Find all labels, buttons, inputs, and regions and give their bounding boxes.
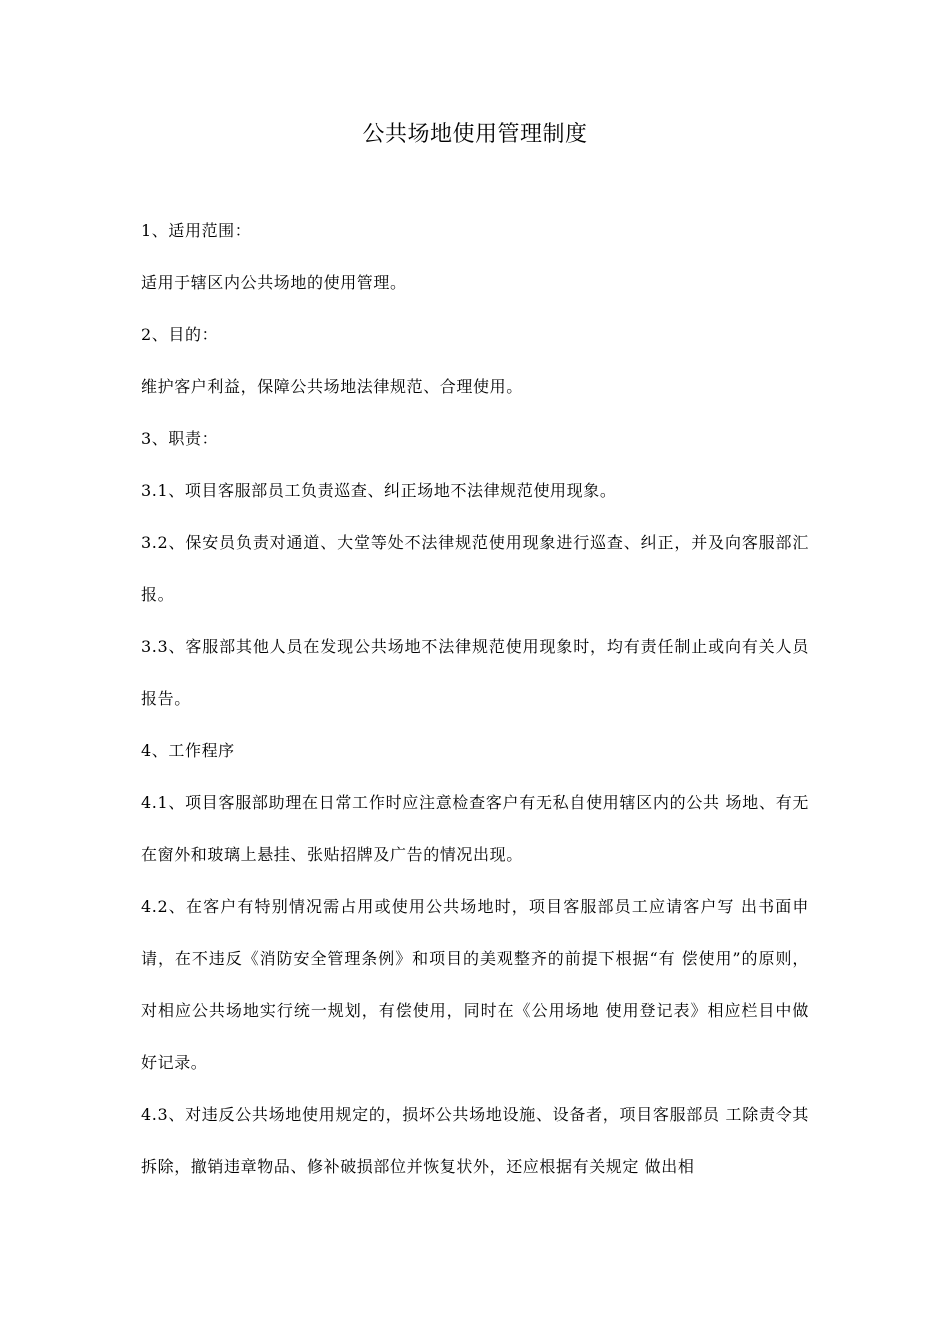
section-2-heading: 2、目的：	[141, 325, 219, 344]
section-4-2-text: 4.2、在客户有特别情况需占用或使用公共场地时，项目客服部员工应请客户写 出书面申请，在不违反《消防安全管理条例》和项目的美观整齐的前提下根据“有 偿使用”的原则，对相应公共场地实行统一规划，有偿使用，同时在《公用场地 使用登记表》相应栏目中做好记录。	[141, 897, 809, 1072]
section-3-heading: 3、职责：	[141, 429, 219, 448]
section-2-text: 维护客户利益，保障公共场地法律规范、合理使用。	[141, 377, 523, 396]
section-4-heading: 4、工作程序	[141, 741, 235, 760]
section-3-3-text: 3.3、客服部其他人员在发现公共场地不法律规范使用现象时，均有责任制止或向有关人员报告。	[141, 637, 809, 708]
section-3-1-text: 3.1、项目客服部员工负责巡查、纠正场地不法律规范使用现象。	[141, 481, 617, 500]
section-3-2-text: 3.2、保安员负责对通道、大堂等处不法律规范使用现象进行巡查、纠正，并及向客服部汇报。	[141, 533, 809, 604]
section-1-heading: 1、适用范围：	[141, 221, 252, 240]
section-4-1-text: 4.1、项目客服部助理在日常工作时应注意检查客户有无私自使用辖区内的公共 场地、有无在窗外和玻璃上悬挂、张贴招牌及广告的情况出现。	[141, 793, 809, 864]
section-4-3-text: 4.3、对违反公共场地使用规定的，损坏公共场地设施、设备者，项目客服部员 工除责令其拆除，撤销违章物品、修补破损部位并恢复状外，还应根据有关规定 做出相	[141, 1105, 809, 1176]
document-title: 公共场地使用管理制度	[362, 122, 588, 147]
document-body	[141, 205, 809, 1193]
section-1-text: 适用于辖区内公共场地的使用管理。	[141, 273, 407, 292]
